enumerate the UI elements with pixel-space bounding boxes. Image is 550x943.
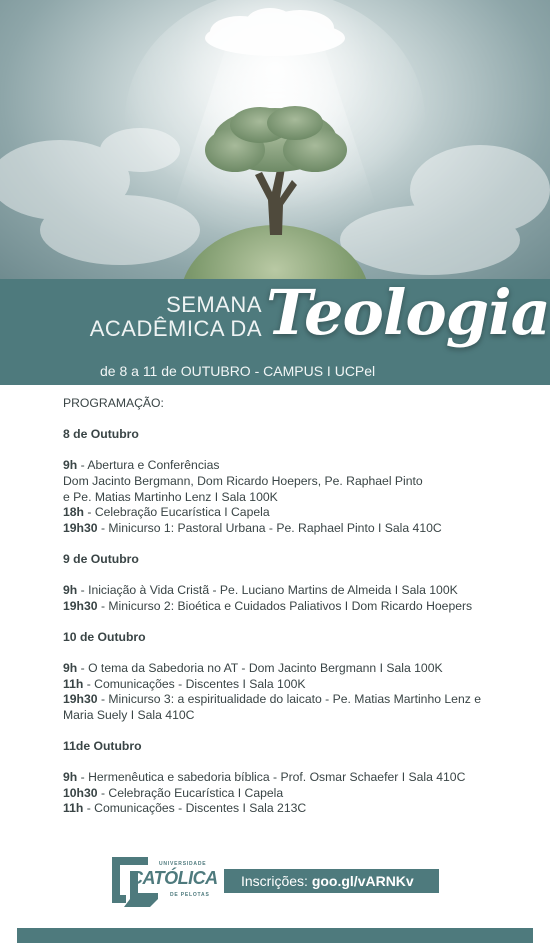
logo-text-top: UNIVERSIDADE: [159, 861, 207, 867]
bottom-bar: [17, 928, 533, 943]
tree-on-globe-illustration: [0, 0, 550, 280]
schedule-entry: 19h30 - Minicurso 1: Pastoral Urbana - Pe. Raphael Pinto I Sala 410C: [63, 520, 442, 535]
schedule-entry: 19h30 - Minicurso 2: Bioética e Cuidados Paliativos I Dom Ricardo Hoepers: [63, 598, 473, 613]
day-heading: 10 de Outubro: [63, 629, 146, 644]
logo-text-bottom: DE PELOTAS: [170, 892, 210, 898]
schedule-entry: 9h - O tema da Sabedoria no AT - Dom Jacinto Bergmann I Sala 100K: [63, 661, 443, 676]
schedule-entry: 9h - Iniciação à Vida Cristã - Pe. Luciano Martins de Almeida I Sala 100K: [63, 583, 458, 598]
title-line-1: SEMANA: [166, 292, 262, 317]
schedule-entry: 11h - Comunicações - Discentes I Sala 100K: [63, 676, 306, 691]
schedule-entry: Maria Suely I Sala 410C: [63, 707, 195, 722]
schedule-entry: 11h - Comunicações - Discentes I Sala 213C: [63, 801, 307, 816]
event-dates: de 8 a 11 de OUTUBRO - CAMPUS I UCPel: [100, 363, 376, 379]
day-heading: 11de Outubro: [63, 739, 142, 754]
schedule-entry: e Pe. Matias Martinho Lenz I Sala 100K: [63, 489, 278, 504]
program-label: PROGRAMAÇÃO:: [63, 396, 164, 410]
schedule-entry: Dom Jacinto Bergmann, Dom Ricardo Hoepers, Pe. Raphael Pinto: [63, 473, 423, 488]
schedule-entry: 9h - Hermenêutica e sabedoria bíblica - Prof. Osmar Schaefer I Sala 410C: [63, 770, 466, 785]
signup-link[interactable]: goo.gl/vARNKv: [311, 873, 414, 889]
title-line-2: ACADÊMICA DA: [89, 316, 262, 341]
title-script: Teologia: [266, 276, 550, 349]
hero-illustration: [0, 0, 550, 280]
day-heading: 9 de Outubro: [63, 551, 139, 566]
day-heading: 8 de Outubro: [63, 427, 139, 442]
schedule-entry: 18h - Celebração Eucarística I Capela: [63, 505, 270, 520]
program-section: [63, 396, 523, 817]
schedule-entry: 9h - Abertura e Conferências: [63, 458, 220, 473]
schedule-entry: 10h30 - Celebração Eucarística I Capela: [63, 785, 284, 800]
signup-label: Inscrições:: [241, 873, 312, 889]
signup-banner[interactable]: [224, 869, 439, 893]
logo-text-main: CATÓLICA: [130, 868, 218, 888]
schedule-entry: 19h30 - Minicurso 3: a espiritualidade do laicato - Pe. Matias Martinho Lenz e: [63, 692, 481, 707]
